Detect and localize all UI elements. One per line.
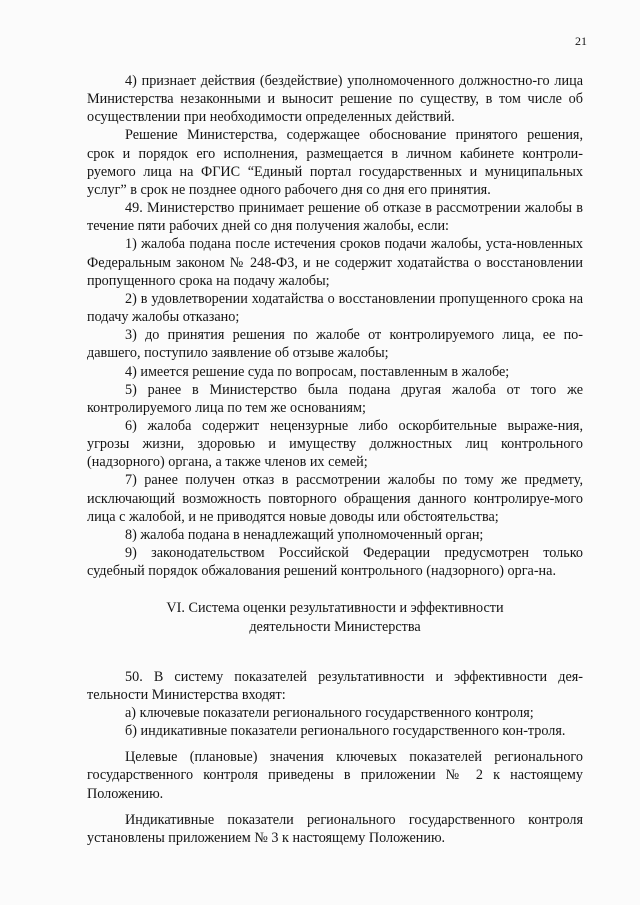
list-item-1: 1) жалоба подана после истечения сроков подачи жалобы, уста-новленных Федеральным законом № 248-ФЗ, и не содержит ходатайства о восстановлении пропущенного срока на подачу жалобы; (87, 236, 583, 289)
paragraph-target-values: Целевые (плановые) значения ключевых показателей регионального государственного контроля приведены в приложении № 2 к настоящему Положению. (87, 749, 583, 802)
list-item-7: 7) ранее получен отказ в рассмотрении жалобы по тому же предмету, исключающий возможность повторного обращения данного контролируе-мого лица с жалобой, и не приводятся новые доводы или обстоятельства; (87, 472, 583, 525)
section-heading-line-1: VI. Система оценки результативности и эффективности (166, 600, 504, 617)
list-item-4: 4) имеется решение суда по вопросам, поставленным в жалобе; (125, 363, 510, 380)
list-item-3: 3) до принятия решения по жалобе от контролируемого лица, ее по-давшего, поступило заявление об отзыве жалобы; (87, 327, 583, 362)
list-item-6: 6) жалоба содержит нецензурные либо оскорбительные выраже-ния, угрозы жизни, здоровью и имуществу должностных лиц контрольного (надзорного) органа, а также членов их семей; (87, 417, 583, 471)
list-item-5: 5) ранее в Министерство была подана другая жалоба от того же контролируемого лица по тем же основаниям; (87, 381, 583, 416)
list-item-b: б) индикативные показатели регионального государственного кон-троля. (125, 723, 566, 740)
list-item-2: 2) в удовлетворении ходатайства о восстановлении пропущенного срока на подачу жалобы отказано; (87, 290, 583, 326)
list-item-9: 9) законодательством Российской Федерации предусмотрен только судебный порядок обжалования решений контрольного (надзорного) орга-на. (87, 545, 583, 580)
page-number: 21 (575, 34, 587, 48)
clause-50: 50. В систему показателей результативности и эффективности дея-тельности Министерства входят: (87, 668, 583, 703)
document-body (87, 72, 583, 847)
item-4-decision: 4) признает действия (бездействие) уполномоченного должностно-го лица Министерства незаконными и выносит решение по существу, в том числе об осуществлении при необходимости определенных действий. (87, 73, 583, 126)
list-item-8: 8) жалоба подана в ненадлежащий уполномоченный орган; (125, 526, 484, 543)
paragraph-decision-publication: Решение Министерства, содержащее обоснование принятого решения, срок и порядок его исполнения, размещается в личном кабинете контроли-руемого лица на ФГИС “Единый портал государственных и муниципальных услуг” в срок не позднее одного рабочего дня со дня его принятия. (87, 127, 583, 198)
paragraph-indicative-indicators: Индикативные показатели регионального государственного контроля установлены приложением № 3 к настоящему Положению. (87, 811, 583, 846)
clause-49: 49. Министерство принимает решение об отказе в рассмотрении жалобы в течение пяти рабочих дней со дня получения жалобы, если: (87, 200, 583, 235)
list-item-a: а) ключевые показатели регионального государственного контроля; (125, 705, 534, 721)
section-heading-line-2: деятельности Министерства (249, 618, 421, 635)
